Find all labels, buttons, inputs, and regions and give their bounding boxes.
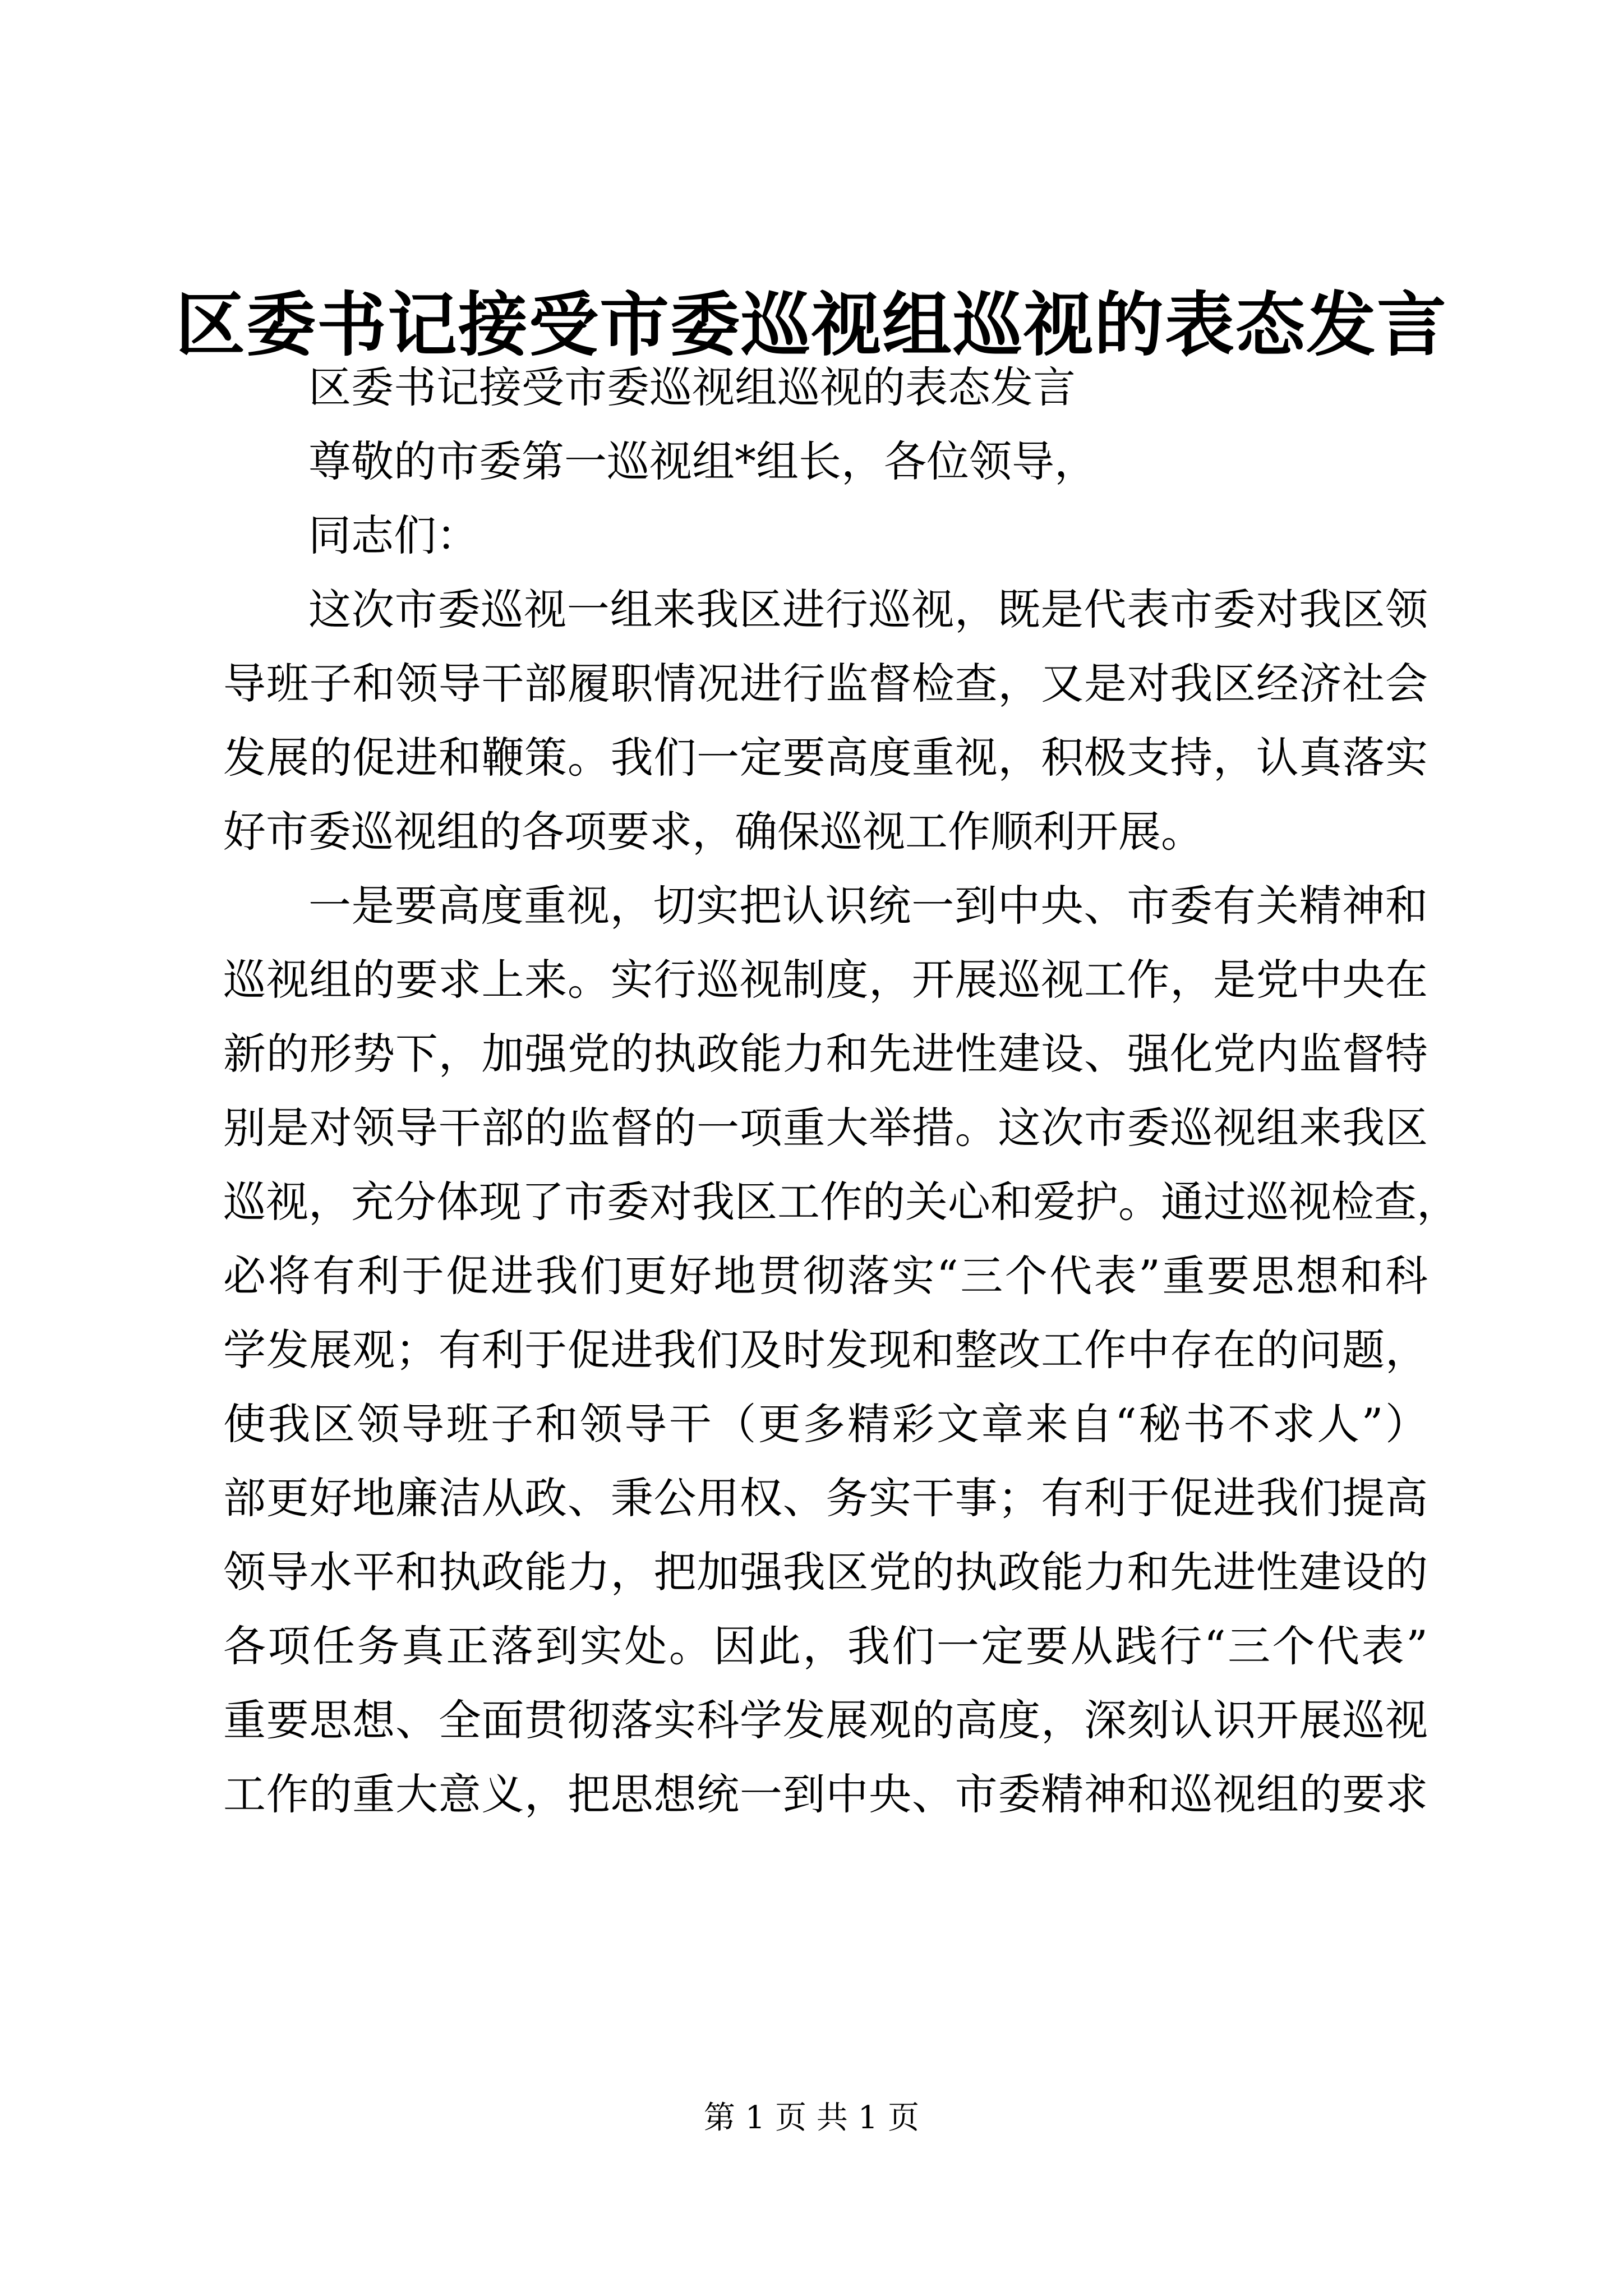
paragraph-line: 学发展观；有利于促进我们及时发现和整改工作中存在的问题， <box>223 1325 1428 1375</box>
paragraph-line: 领导水平和执政能力，把加强我区党的执政能力和先进性建设的 <box>223 1547 1428 1597</box>
paragraph-line: 好市委巡视组的各项要求，确保巡视工作顺利开展。 <box>223 807 1204 857</box>
paragraph-line: 重要思想、全面贯彻落实科学发展观的高度，深刻认识开展巡视 <box>223 1695 1428 1745</box>
paragraph-line: 巡视，充分体现了市委对我区工作的关心和爱护。通过巡视检查， <box>223 1177 1459 1227</box>
paragraph-line: 新的形势下，加强党的执政能力和先进性建设、强化党内监督特 <box>223 1029 1428 1079</box>
text-line: 区委书记接受市委巡视组巡视的表态发言 <box>308 362 1076 412</box>
paragraph-line: 巡视组的要求上来。实行巡视制度，开展巡视工作，是党中央在 <box>223 955 1428 1005</box>
document-body <box>223 351 1459 1832</box>
salutation-line: 尊敬的市委第一巡视组*组长，各位领导， <box>308 436 1097 486</box>
paragraph-line: 这次市委巡视一组来我区进行巡视，既是代表市委对我区领 <box>308 585 1428 634</box>
document-title: 区委书记接受市委巡视组巡视的表态发言 <box>175 284 1447 366</box>
paragraph-line: 别是对领导干部的监督的一项重大举措。这次市委巡视组来我区 <box>223 1103 1428 1153</box>
paragraph-line: 一是要高度重视，切实把认识统一到中央、市委有关精神和 <box>308 881 1428 931</box>
paragraph-line: 发展的促进和鞭策。我们一定要高度重视，积极支持，认真落实 <box>223 733 1428 783</box>
salutation-line: 同志们： <box>308 510 479 560</box>
paragraph-line: 各项任务真正落到实处。因此，我们一定要从践行“三个代表” <box>223 1621 1428 1671</box>
page-number-footer: 第 1 页 共 1 页 <box>703 2100 920 2136</box>
paragraph-line: 工作的重大意义，把思想统一到中央、市委精神和巡视组的要求 <box>223 1769 1428 1819</box>
paragraph-line: 必将有利于促进我们更好地贯彻落实“三个代表”重要思想和科 <box>223 1251 1428 1301</box>
paragraph-line: 部更好地廉洁从政、秉公用权、务实干事；有利于促进我们提高 <box>223 1473 1428 1523</box>
paragraph-line: 使我区领导班子和领导干（更多精彩文章来自“秘书不求人”） <box>223 1399 1428 1449</box>
paragraph-line: 导班子和领导干部履职情况进行监督检查，又是对我区经济社会 <box>223 659 1428 708</box>
